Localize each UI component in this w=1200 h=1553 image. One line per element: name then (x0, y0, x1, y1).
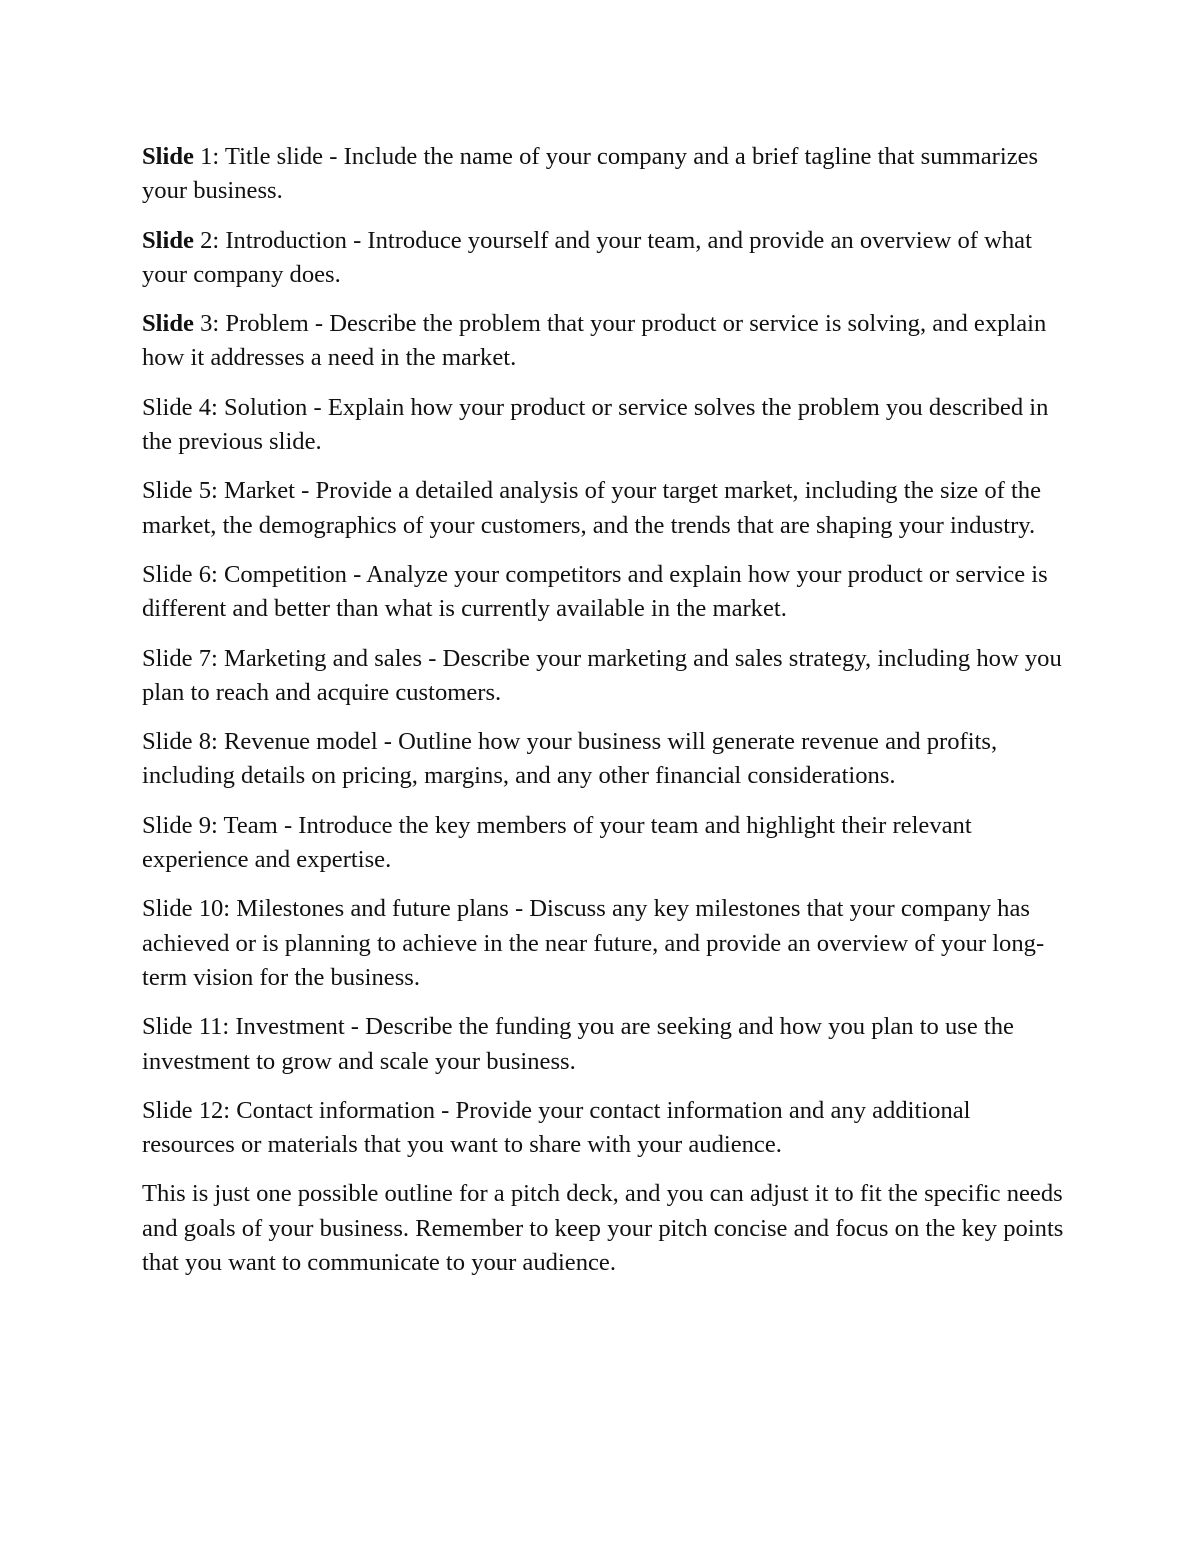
paragraph-slide-8 (142, 725, 1067, 794)
paragraph-text: Slide 9: Team - Introduce the key members of your team and highlight their relevant experience and expertise. (142, 811, 972, 874)
paragraph-slide-4 (142, 391, 1067, 460)
paragraph-slide-7 (142, 642, 1067, 711)
paragraph-slide-10 (142, 892, 1067, 995)
paragraph-text: Slide 8: Revenue model - Outline how your business will generate revenue and profits, including details on pricing, margins, and any other financial considerations. (142, 728, 998, 790)
paragraph-slide-2 (142, 224, 1067, 293)
paragraph-slide-12 (142, 1094, 1067, 1163)
slide-label-bold: Slide (142, 310, 194, 338)
paragraph-text: 1: Title slide - Include the name of your company and a brief tagline that summarizes your business. (142, 143, 1039, 205)
paragraph-text: Slide 10: Milestones and future plans - Discuss any key milestones that your company has achieved or is planning to achieve in the near future, and provide an overview of your long-term vision for the business. (142, 895, 1045, 991)
paragraph-text: Slide 4: Solution - Explain how your product or service solves the problem you described in the previous slide. (142, 393, 1049, 456)
paragraph-text: 2: Introduction - Introduce yourself and your team, and provide an overview of what your company does. (142, 226, 1032, 288)
slide-label-bold: Slide (142, 226, 194, 254)
document-body (142, 140, 1067, 1295)
paragraph-closing-note (142, 1177, 1067, 1280)
paragraph-slide-6 (142, 558, 1067, 627)
paragraph-text: This is just one possible outline for a pitch deck, and you can adjust it to fit the specific needs and goals of your business. Remember to keep your pitch concise and focus on the key points that you want to communicate to your audience. (142, 1180, 1064, 1277)
paragraph-text: 3: Problem - Describe the problem that your product or service is solving, and explain how it addresses a need in the market. (142, 310, 1047, 372)
paragraph-text: Slide 12: Contact information - Provide your contact information and any additional resources or materials that you want to share with your audience. (142, 1096, 971, 1159)
paragraph-slide-9 (142, 809, 1067, 878)
paragraph-slide-1 (142, 140, 1067, 209)
paragraph-text: Slide 6: Competition - Analyze your competitors and explain how your product or service is different and better than what is currently available in the market. (142, 560, 1048, 623)
paragraph-text: Slide 11: Investment - Describe the funding you are seeking and how you plan to use the investment to grow and scale your business. (142, 1013, 1014, 1075)
paragraph-slide-5 (142, 474, 1067, 543)
paragraph-text: Slide 5: Market - Provide a detailed analysis of your target market, including the size of the market, the demographics of your customers, and the trends that are shaping your industry. (142, 477, 1042, 539)
paragraph-text: Slide 7: Marketing and sales - Describe your marketing and sales strategy, including how you plan to reach and acquire customers. (142, 644, 1062, 706)
paragraph-slide-3 (142, 307, 1067, 376)
slide-label-bold: Slide (142, 143, 194, 170)
paragraph-slide-11 (142, 1010, 1067, 1079)
